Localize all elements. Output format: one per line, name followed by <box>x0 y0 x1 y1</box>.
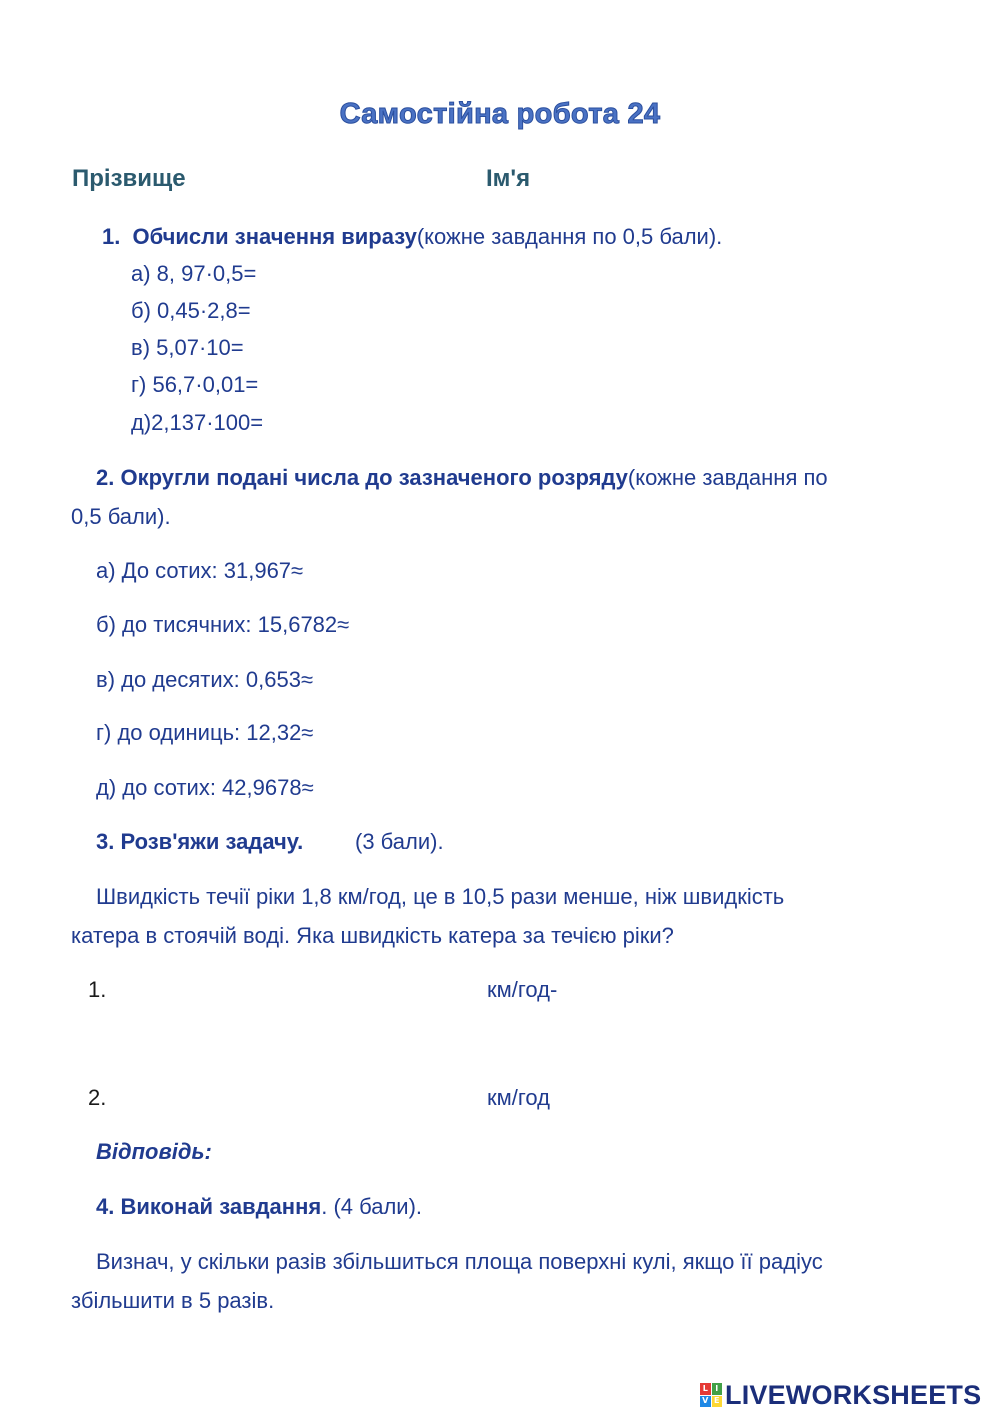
task1-number: 1. <box>102 224 121 249</box>
task4-points: . (4 бали). <box>321 1194 423 1219</box>
task1-heading-row <box>102 222 722 252</box>
task1-item: а) 8, 97·0,5= <box>131 261 257 286</box>
logo-badge-letter: V <box>700 1396 711 1408</box>
logo-badge-icon <box>700 1383 722 1407</box>
surname-label: Прізвище <box>72 165 186 192</box>
task4-text-line2: збільшити в 5 разів. <box>71 1288 275 1313</box>
task1-item: г) 56,7·0,01= <box>131 372 259 397</box>
logo-badge-letter: E <box>712 1396 723 1408</box>
logo-text: LIVEWORKSHEETS <box>725 1379 982 1410</box>
worksheet-title: Самостійна робота 24 <box>339 98 661 130</box>
task1-item: в) 5,07·10= <box>131 335 244 360</box>
task2-item: в) до десятих: 0,653≈ <box>96 667 314 692</box>
task3-text-line1: Швидкість течії ріки 1,8 км/год, це в 10,5 рази менше, ніж швидкість <box>96 884 785 909</box>
task3-step-number: 1. <box>88 977 107 1002</box>
logo-badge-letter: L <box>700 1383 711 1395</box>
liveworksheets-logo[interactable] <box>700 1378 981 1412</box>
task2-item: а) До сотих: 31,967≈ <box>96 558 304 583</box>
task2-item: д) до сотих: 42,9678≈ <box>96 775 314 800</box>
task4-text-line1: Визнач, у скільки разів збільшиться площа поверхні кулі, якщо її радіус <box>96 1249 823 1274</box>
task3-step-unit: км/год <box>487 1085 550 1110</box>
logo-badge-letter: I <box>712 1383 723 1395</box>
task3-text-line2: катера в стоячій воді. Яка швидкість катера за течією ріки? <box>71 923 674 948</box>
task3-step-number: 2. <box>88 1085 107 1110</box>
task2-note-continued: 0,5 бали). <box>71 504 171 529</box>
task2-heading-row <box>96 463 828 493</box>
task3-points: (3 бали). <box>355 829 444 854</box>
task1-item: д)2,137·100= <box>131 410 264 435</box>
task3-step-unit: км/год- <box>487 977 558 1002</box>
task2-item: г) до одиниць: 12,32≈ <box>96 720 314 745</box>
task2-item: б) до тисячних: 15,6782≈ <box>96 612 350 637</box>
task1-item: б) 0,45·2,8= <box>131 298 251 323</box>
task4-heading: 4. Виконай завдання <box>96 1194 322 1219</box>
task1-heading: Обчисли значення виразу <box>132 224 417 249</box>
task2-heading: 2. Округли подані числа до зазначеного розряду <box>96 465 628 490</box>
task2-note: (кожне завдання по <box>627 465 828 490</box>
task1-note: (кожне завдання по 0,5 бали). <box>416 224 723 249</box>
answer-label: Відповідь: <box>96 1139 212 1164</box>
name-label: Ім'я <box>486 165 531 192</box>
task4-heading-row <box>96 1192 422 1222</box>
task3-heading: 3. Розв'яжи задачу. <box>96 829 304 854</box>
